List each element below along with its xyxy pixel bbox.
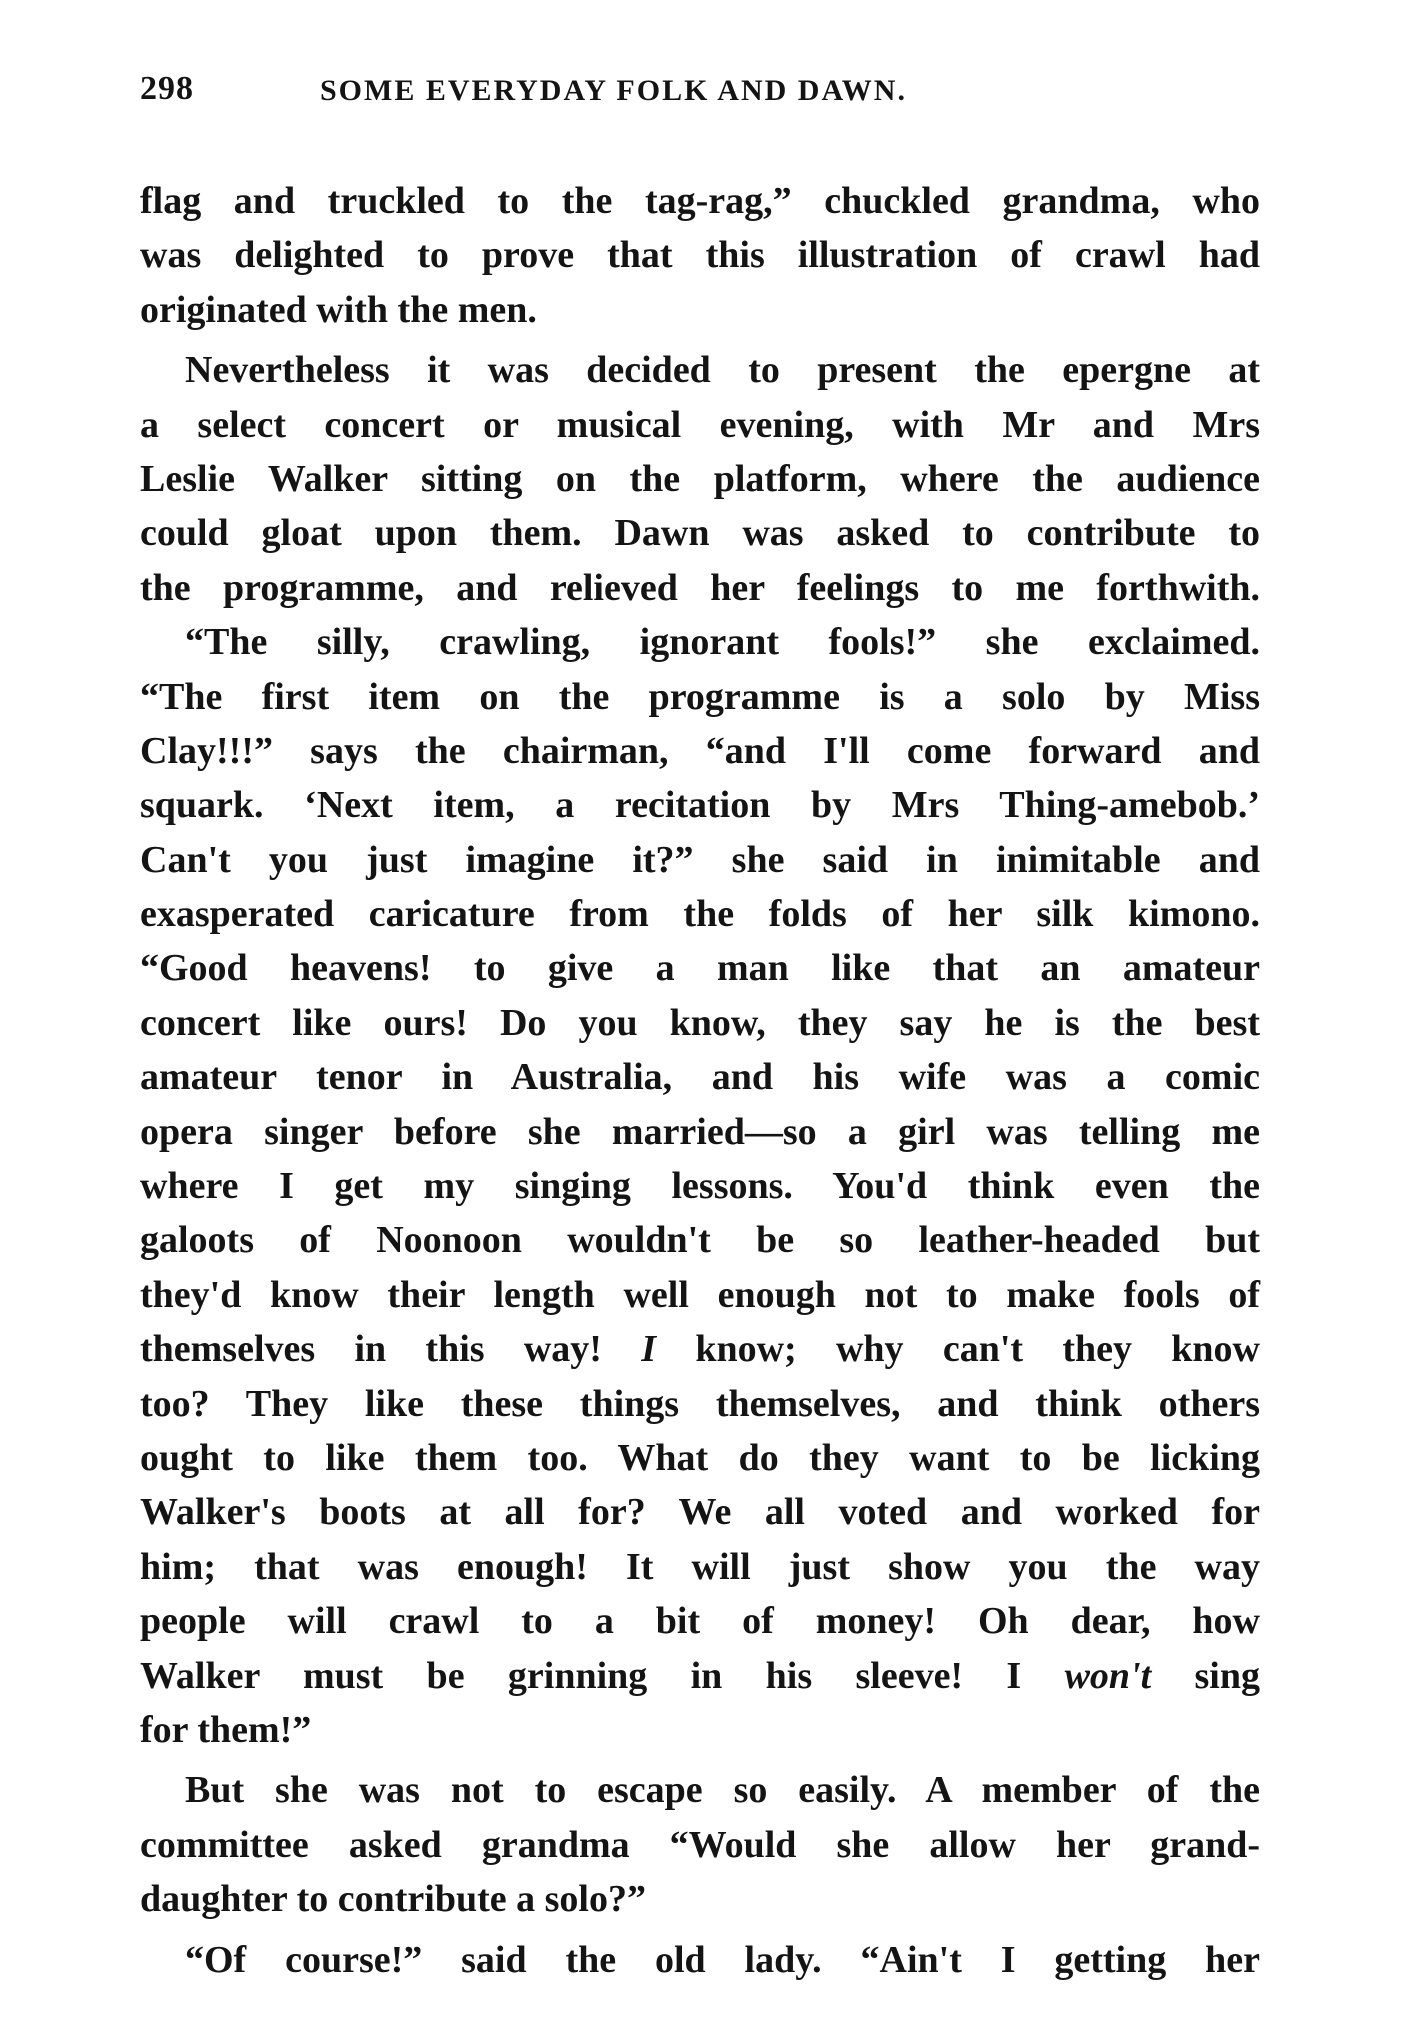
text-line: Can't you just imagine it?” she said in inimitable and (140, 838, 1260, 881)
text-line: for them!” (140, 1708, 312, 1751)
text-line: concert like ours! Do you know, they say he is the best (140, 1001, 1260, 1044)
text-line: “Good heavens! to give a man like that an amateur (140, 947, 1260, 990)
text-line (140, 1649, 1260, 1703)
text-line: But she was not to escape so easily. A member of the (185, 1769, 1260, 1812)
text-line (140, 1322, 1260, 1376)
text-line: amateur tenor in Australia, and his wife was a comic (140, 1056, 1260, 1099)
text-line: Nevertheless it was decided to present the epergne at (185, 349, 1260, 392)
text-line: Leslie Walker sitting on the platform, where the audience (140, 457, 1260, 500)
text-line: Walker's boots at all for? We all voted and worked for (140, 1491, 1260, 1534)
page-header (140, 70, 1260, 120)
page-number: 298 (140, 70, 194, 107)
text-segment: know; why can't they know (656, 1328, 1260, 1371)
text-line: people will crawl to a bit of money! Oh dear, how (140, 1600, 1260, 1643)
running-title: SOME EVERYDAY FOLK AND DAWN. (320, 74, 907, 107)
text-segment: themselves in this way! (140, 1328, 642, 1371)
text-line: galoots of Noonoon wouldn't be so leather-headed but (140, 1219, 1260, 1262)
text-line: could gloat upon them. Dawn was asked to contribute to (140, 512, 1260, 555)
emphasis-text: I (641, 1328, 657, 1371)
text-line: originated with the men. (140, 288, 537, 331)
text-line: opera singer before she married—so a girl was telling me (140, 1110, 1260, 1153)
text-line: where I get my singing lessons. You'd think even the (140, 1165, 1260, 1208)
text-line: “The first item on the programme is a solo by Miss (140, 675, 1260, 718)
text-line: him; that was enough! It will just show you the way (140, 1545, 1260, 1588)
body-text (140, 174, 1260, 1987)
text-line: the programme, and relieved her feelings to me forthwith. (140, 566, 1260, 609)
text-line: Clay!!!” says the chairman, “and I'll come forward and (140, 729, 1260, 772)
text-line: they'd know their length well enough not to make fools of (140, 1273, 1260, 1316)
text-line: was delighted to prove that this illustration of crawl had (140, 234, 1260, 277)
text-line: squark. ‘Next item, a recitation by Mrs Thing-amebob.’ (140, 784, 1260, 827)
text-line: exasperated caricature from the folds of her silk kimono. (140, 893, 1260, 936)
text-line: flag and truckled to the tag-rag,” chuckled grandma, who (140, 180, 1260, 222)
emphasis-text: won't (1064, 1654, 1152, 1697)
text-line: “The silly, crawling, ignorant fools!” she exclaimed. (185, 621, 1260, 664)
text-line: “Of course!” said the old lady. “Ain't I getting her (185, 1938, 1260, 1981)
text-line: ought to like them too. What do they want to be licking (140, 1436, 1260, 1479)
text-segment: Walker must be grinning in his sleeve! I (140, 1654, 1065, 1697)
text-line: a select concert or musical evening, with Mr and Mrs (140, 403, 1260, 446)
text-segment: sing (1151, 1654, 1260, 1697)
text-line: too? They like these things themselves, and think others (140, 1382, 1260, 1425)
text-line: committee asked grandma “Would she allow her grand- (140, 1823, 1260, 1866)
text-line: daughter to contribute a solo?” (140, 1878, 646, 1921)
